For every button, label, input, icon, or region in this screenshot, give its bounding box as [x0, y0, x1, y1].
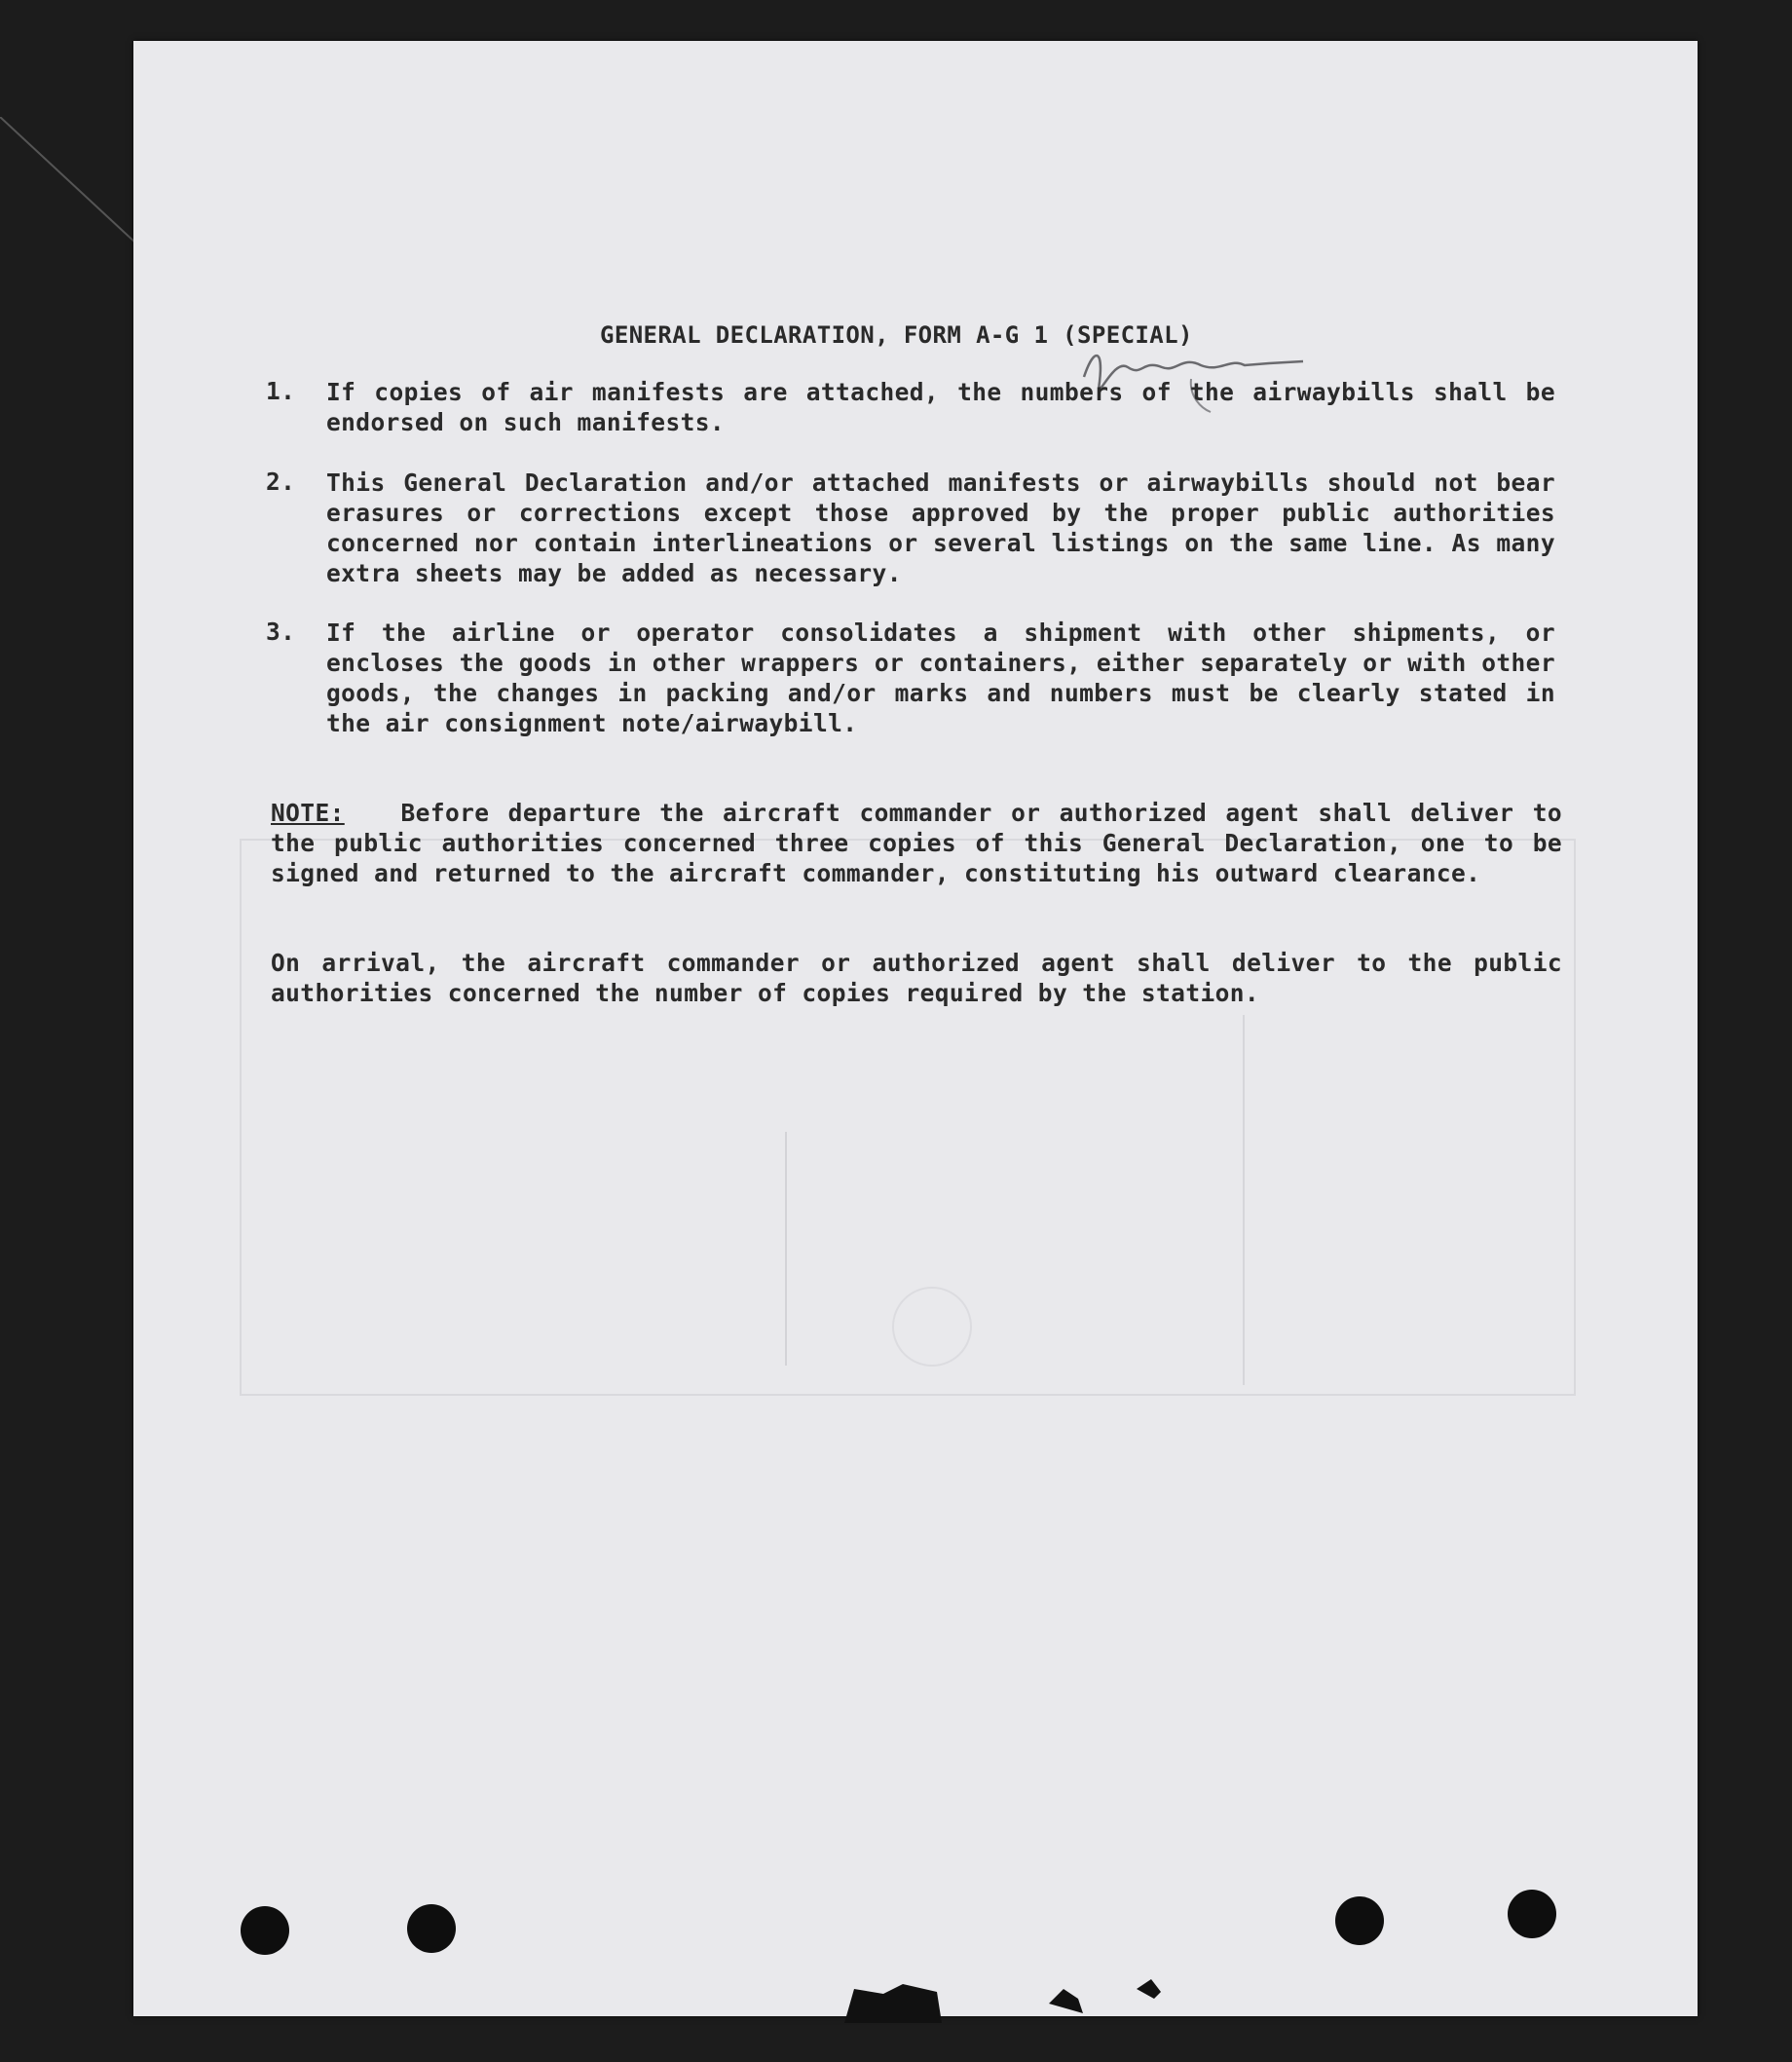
- item-text: If copies of air manifests are attached, the numbers of the airwaybills shall be endorsed on such manifests.: [326, 378, 1555, 436]
- punch-hole: [241, 1906, 289, 1955]
- item-number: 2.: [266, 468, 296, 496]
- item-text: This General Declaration and/or attached manifests or airwaybills should not bear erasures or corrections except those approved by the proper public authorities concerned nor contain interlineations or several listings on the same line. As many extra sheets may be added as necessary.: [326, 469, 1555, 587]
- note-label: NOTE:: [271, 799, 345, 827]
- note-paragraph: [271, 798, 1562, 888]
- note-text: Before departure the aircraft commander or authorized agent shall deliver to the public authorities concerned three copies of this General Declaration, one to be signed and returned to the aircraft commander, constituting his outward clearance.: [271, 799, 1562, 887]
- punch-hole: [1335, 1896, 1384, 1945]
- form-title: GENERAL DECLARATION, FORM A-G 1 (SPECIAL): [600, 321, 1193, 349]
- item-text: If the airline or operator consolidates a shipment with other shipments, or encloses the goods in other wrappers or containers, either separately or with other goods, the changes in packing and/or marks and numbers must be clearly stated in the air consignment note/airwaybill.: [326, 619, 1555, 737]
- item-number: 3.: [266, 618, 296, 646]
- punch-hole: [407, 1904, 456, 1953]
- punch-hole: [1508, 1890, 1556, 1938]
- document-page: [133, 41, 1698, 2016]
- scan-artifact: [0, 117, 146, 253]
- bleed-through-form: [231, 820, 1594, 1405]
- arrival-paragraph: On arrival, the aircraft commander or authorized agent shall deliver to the public authorities concerned the number of copies required by the station.: [271, 949, 1562, 1007]
- torn-edge: [844, 1974, 1195, 2023]
- item-number: 1.: [266, 377, 296, 405]
